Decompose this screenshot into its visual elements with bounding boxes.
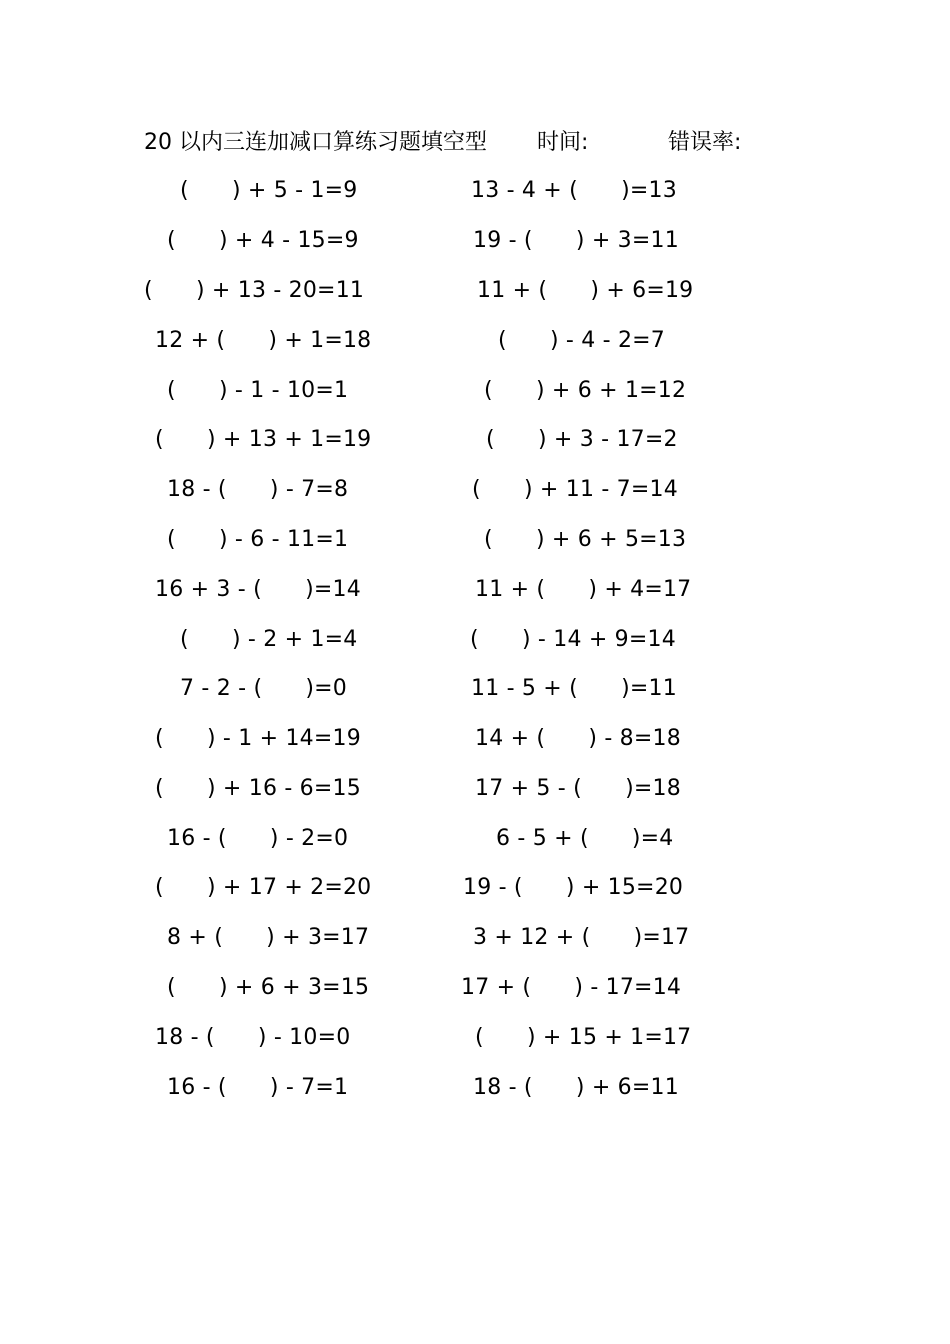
left-problem-1: ( ) + 5 - 1=9	[180, 178, 358, 203]
left-problem-12: ( ) - 1 + 14=19	[155, 726, 361, 751]
right-problem-11: 11 - 5 + ( )=11	[471, 676, 677, 701]
left-problem-11: 7 - 2 - ( )=0	[180, 676, 347, 701]
left-problem-16: 8 + ( ) + 3=17	[167, 925, 370, 950]
right-problem-6: ( ) + 3 - 17=2	[486, 427, 678, 452]
left-problem-18: 18 - ( ) - 10=0	[155, 1025, 351, 1050]
right-problem-5: ( ) + 6 + 1=12	[484, 378, 687, 403]
left-problem-3: ( ) + 13 - 20=11	[144, 278, 365, 303]
right-problem-3: 11 + ( ) + 6=19	[477, 278, 694, 303]
right-problem-10: ( ) - 14 + 9=14	[470, 627, 676, 652]
right-problem-7: ( ) + 11 - 7=14	[472, 477, 678, 502]
left-problem-13: ( ) + 16 - 6=15	[155, 776, 361, 801]
right-problem-19: 18 - ( ) + 6=11	[473, 1075, 679, 1100]
worksheet-title: 20 以内三连加减口算练习题填空型	[144, 130, 487, 155]
right-problem-2: 19 - ( ) + 3=11	[473, 228, 679, 253]
left-problem-8: ( ) - 6 - 11=1	[167, 527, 349, 552]
right-problem-17: 17 + ( ) - 17=14	[461, 975, 682, 1000]
error-rate-label: 错误率:	[668, 130, 742, 155]
left-problem-15: ( ) + 17 + 2=20	[155, 875, 372, 900]
right-problem-9: 11 + ( ) + 4=17	[475, 577, 692, 602]
left-problem-4: 12 + ( ) + 1=18	[155, 328, 372, 353]
left-problem-7: 18 - ( ) - 7=8	[167, 477, 349, 502]
right-problem-14: 6 - 5 + ( )=4	[496, 826, 674, 851]
left-problem-6: ( ) + 13 + 1=19	[155, 427, 372, 452]
time-label: 时间:	[537, 130, 589, 155]
left-problem-2: ( ) + 4 - 15=9	[167, 228, 359, 253]
left-problem-19: 16 - ( ) - 7=1	[167, 1075, 349, 1100]
right-problem-12: 14 + ( ) - 8=18	[475, 726, 681, 751]
right-problem-16: 3 + 12 + ( )=17	[473, 925, 690, 950]
right-problem-13: 17 + 5 - ( )=18	[475, 776, 681, 801]
left-problem-5: ( ) - 1 - 10=1	[167, 378, 349, 403]
right-problem-8: ( ) + 6 + 5=13	[484, 527, 687, 552]
left-problem-17: ( ) + 6 + 3=15	[167, 975, 370, 1000]
right-problem-15: 19 - ( ) + 15=20	[463, 875, 684, 900]
right-problem-1: 13 - 4 + ( )=13	[471, 178, 677, 203]
right-problem-18: ( ) + 15 + 1=17	[475, 1025, 692, 1050]
left-problem-10: ( ) - 2 + 1=4	[180, 627, 358, 652]
right-problem-4: ( ) - 4 - 2=7	[498, 328, 665, 353]
left-problem-14: 16 - ( ) - 2=0	[167, 826, 349, 851]
left-problem-9: 16 + 3 - ( )=14	[155, 577, 361, 602]
